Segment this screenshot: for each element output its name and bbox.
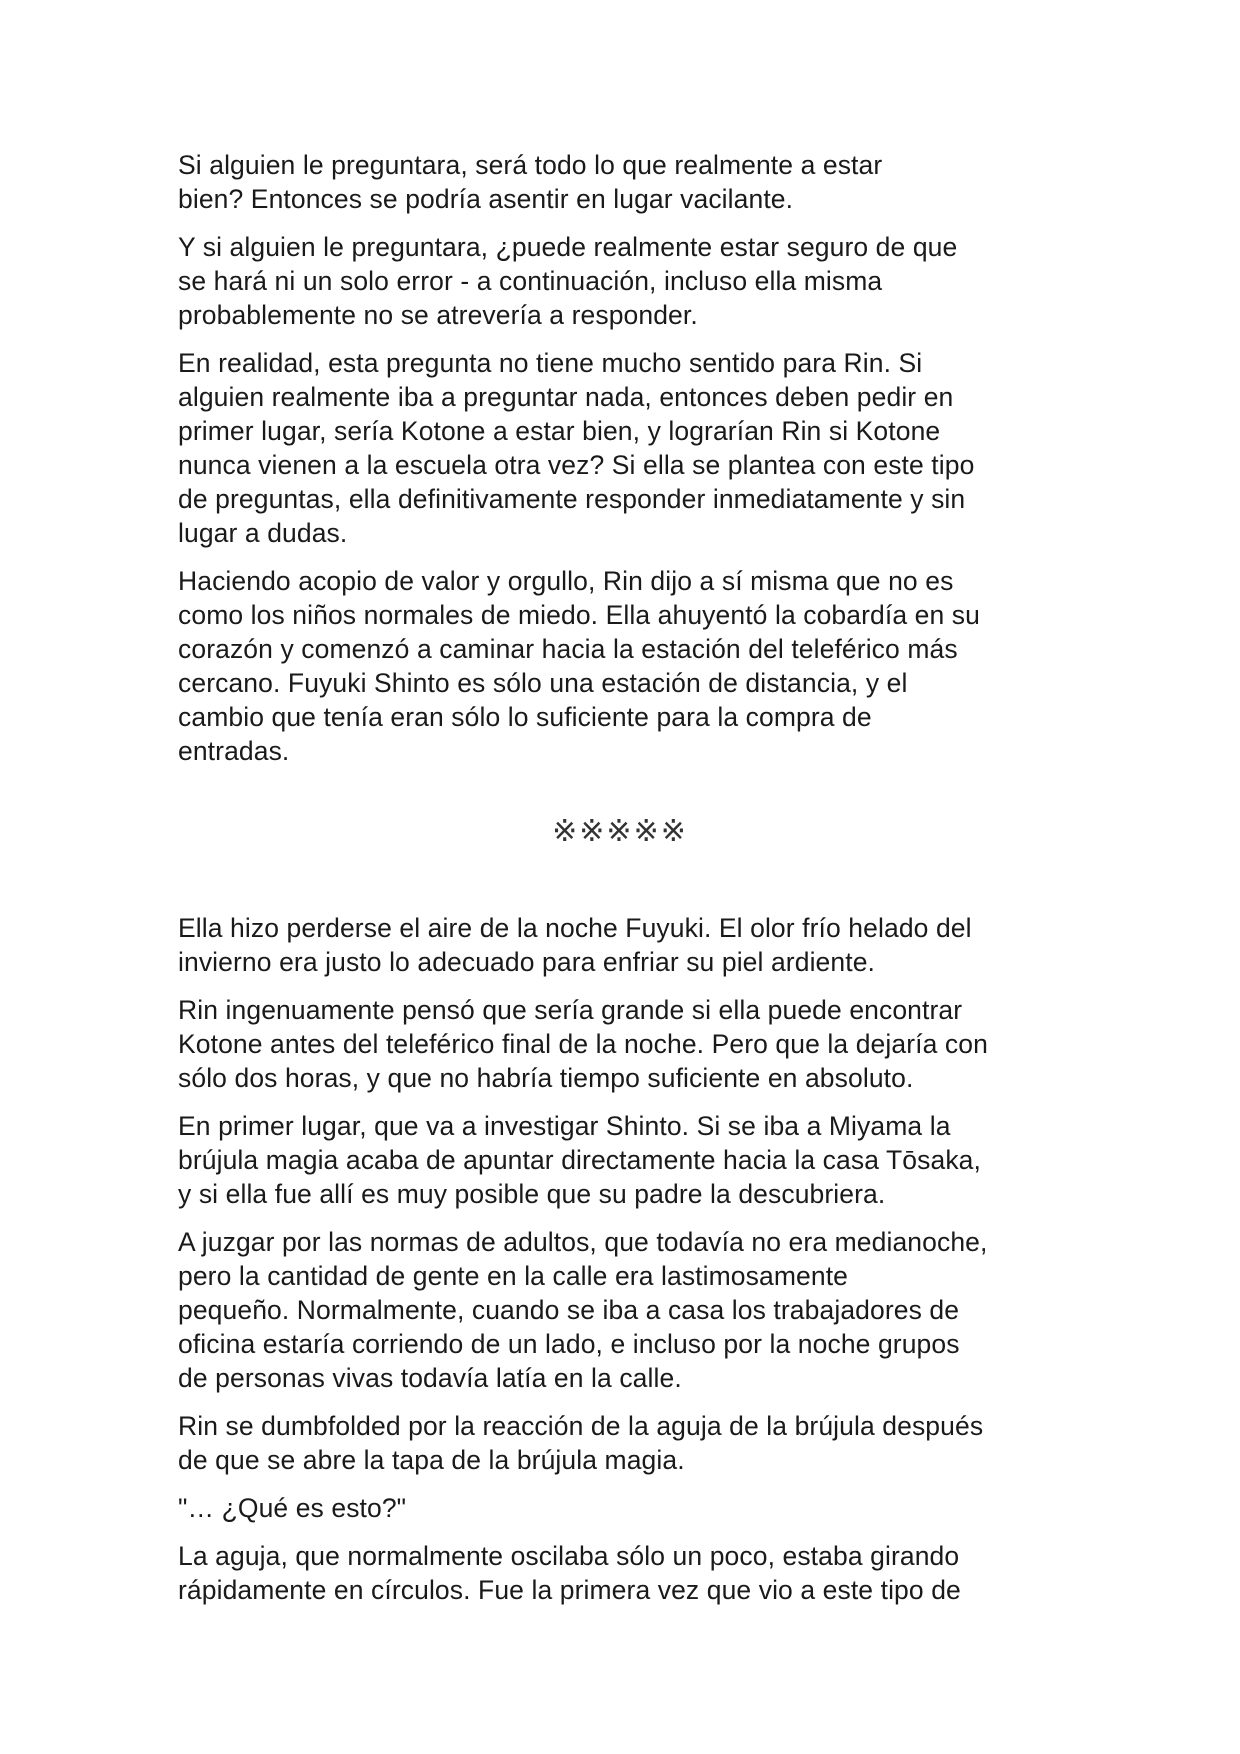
scene-break-separator: ※※※※※ [552,814,688,849]
paragraph: En primer lugar, que va a investigar Shinto. Si se iba a Miyama la brújula magia acaba de apuntar directamente hacia la casa Tōsaka, y si ella fue allí es muy posible que su padre la descubriera. [178,1111,981,1209]
paragraph: Y si alguien le preguntara, ¿puede realmente estar seguro de que se hará ni un solo error - a continuación, incluso ella misma probablemente no se atrevería a responder. [178,232,958,330]
dialogue-line: "… ¿Qué es esto?" [178,1493,407,1523]
paragraph: La aguja, que normalmente oscilaba sólo un poco, estaba girando rápidamente en círculos. Fue la primera vez que vio a este tipo de [178,1541,961,1605]
paragraph: A juzgar por las normas de adultos, que todavía no era medianoche, pero la cantidad de gente en la calle era lastimosamente pequeño. Normalmente, cuando se iba a casa los trabajadores de oficina estaría corriendo de un lado, e incluso por la noche grupos de personas vivas todavía latía en la calle. [178,1227,988,1393]
paragraph: En realidad, esta pregunta no tiene mucho sentido para Rin. Si alguien realmente iba a preguntar nada, entonces deben pedir en primer lugar, sería Kotone a estar bien, y lograrían Rin si Kotone nunca vienen a la escuela otra vez? Si ella se plantea con este tipo de preguntas, ella definitivamente responder inmediatamente y sin lugar a dudas. [178,348,975,548]
paragraph: Rin se dumbfolded por la reacción de la aguja de la brújula después de que se abre la tapa de la brújula magia. [178,1411,984,1475]
paragraph: Rin ingenuamente pensó que sería grande si ella puede encontrar Kotone antes del teleférico final de la noche. Pero que la dejaría con sólo dos horas, y que no habría tiempo suficiente en absoluto. [178,995,988,1093]
paragraph: Haciendo acopio de valor y orgullo, Rin dijo a sí misma que no es como los niños normales de miedo. Ella ahuyentó la cobardía en su corazón y comenzó a caminar hacia la estación del teleférico más cercano. Fuyuki Shinto es sólo una estación de distancia, y el cambio que tenía eran sólo lo suficiente para la compra de entradas. [178,566,980,766]
paragraph: Ella hizo perderse el aire de la noche Fuyuki. El olor frío helado del invierno era justo lo adecuado para enfriar su piel ardiente. [178,913,972,977]
paragraph: Si alguien le preguntara, será todo lo que realmente a estar bien? Entonces se podría asentir en lugar vacilante. [178,150,883,214]
text-section-1 [178,148,1078,782]
text-section-2 [178,911,1078,1621]
